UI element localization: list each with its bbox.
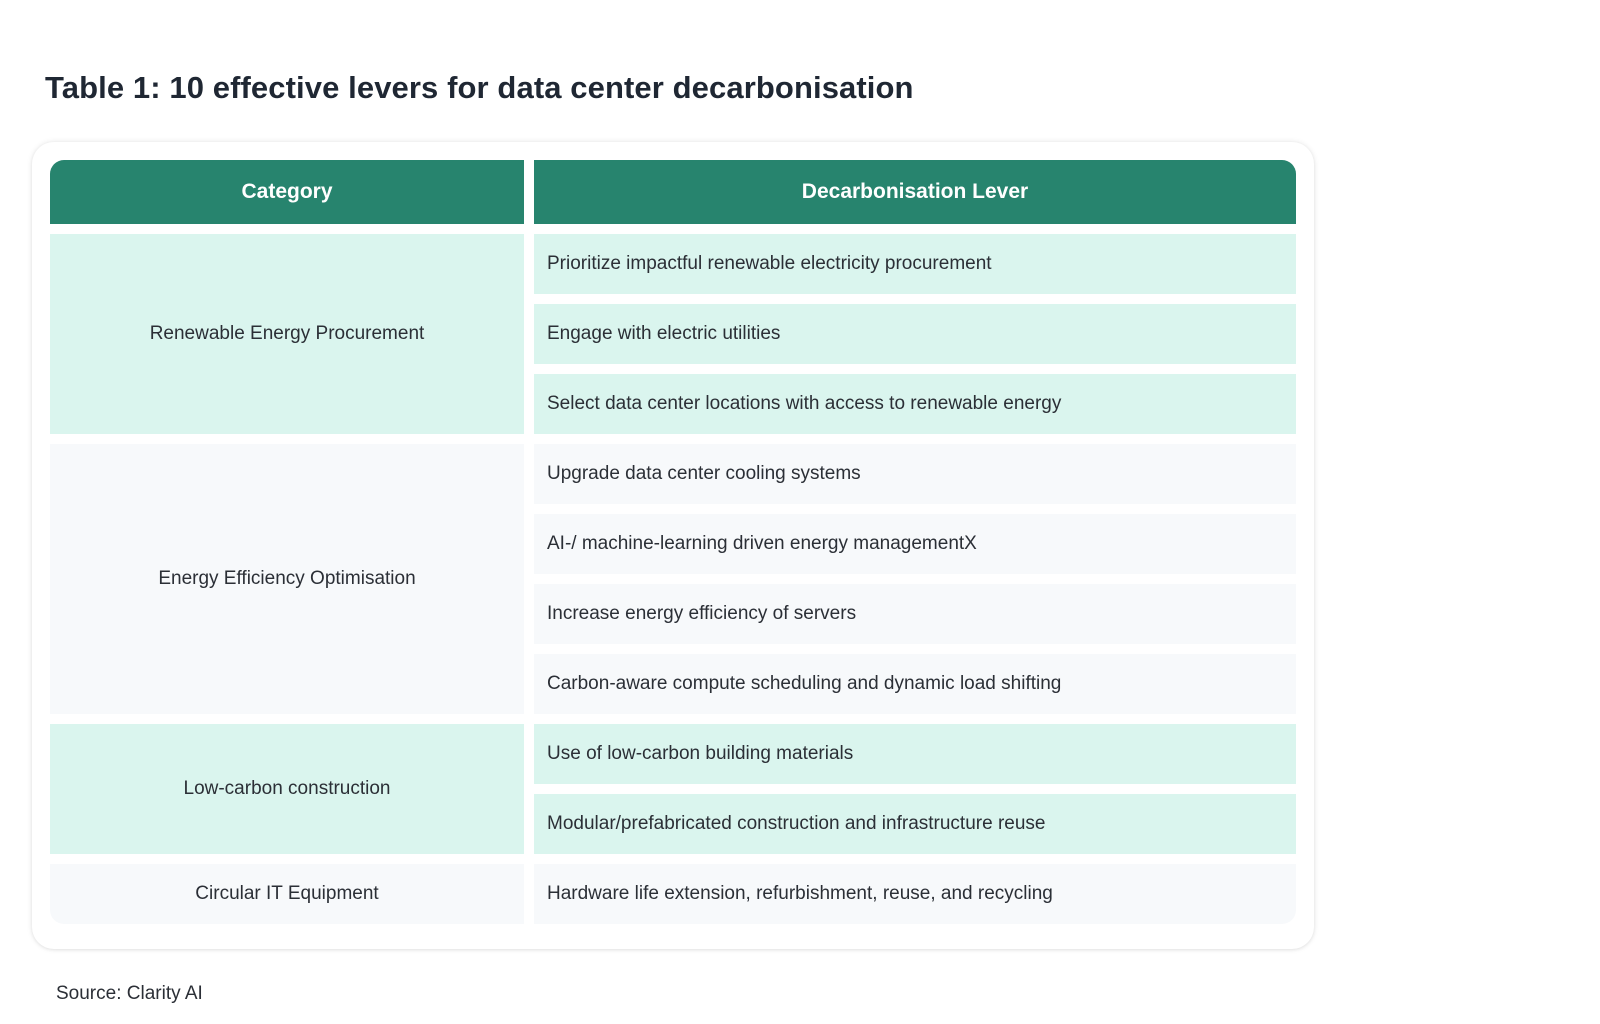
lever-cell: AI-/ machine-learning driven energy managementX [534, 514, 1296, 574]
lever-cell: Use of low-carbon building materials [534, 724, 1296, 784]
lever-cell: Increase energy efficiency of servers [534, 584, 1296, 644]
category-cell-renewable: Renewable Energy Procurement [50, 234, 524, 434]
lever-cell: Carbon-aware compute scheduling and dynamic load shifting [534, 654, 1296, 714]
header-lever: Decarbonisation Lever [534, 160, 1296, 224]
category-cell-efficiency: Energy Efficiency Optimisation [50, 444, 524, 714]
table-card [32, 142, 1314, 949]
levers-table [50, 160, 1296, 924]
source-note: Source: Clarity AI [56, 983, 203, 1004]
lever-cell: Prioritize impactful renewable electricity procurement [534, 234, 1296, 294]
header-category: Category [50, 160, 524, 224]
page-title: Table 1: 10 effective levers for data center decarbonisation [45, 70, 914, 105]
lever-cell: Select data center locations with access to renewable energy [534, 374, 1296, 434]
category-cell-circular: Circular IT Equipment [50, 864, 524, 924]
lever-cell: Upgrade data center cooling systems [534, 444, 1296, 504]
category-cell-construction: Low-carbon construction [50, 724, 524, 854]
lever-cell: Modular/prefabricated construction and infrastructure reuse [534, 794, 1296, 854]
lever-cell: Hardware life extension, refurbishment, reuse, and recycling [534, 864, 1296, 924]
lever-cell: Engage with electric utilities [534, 304, 1296, 364]
